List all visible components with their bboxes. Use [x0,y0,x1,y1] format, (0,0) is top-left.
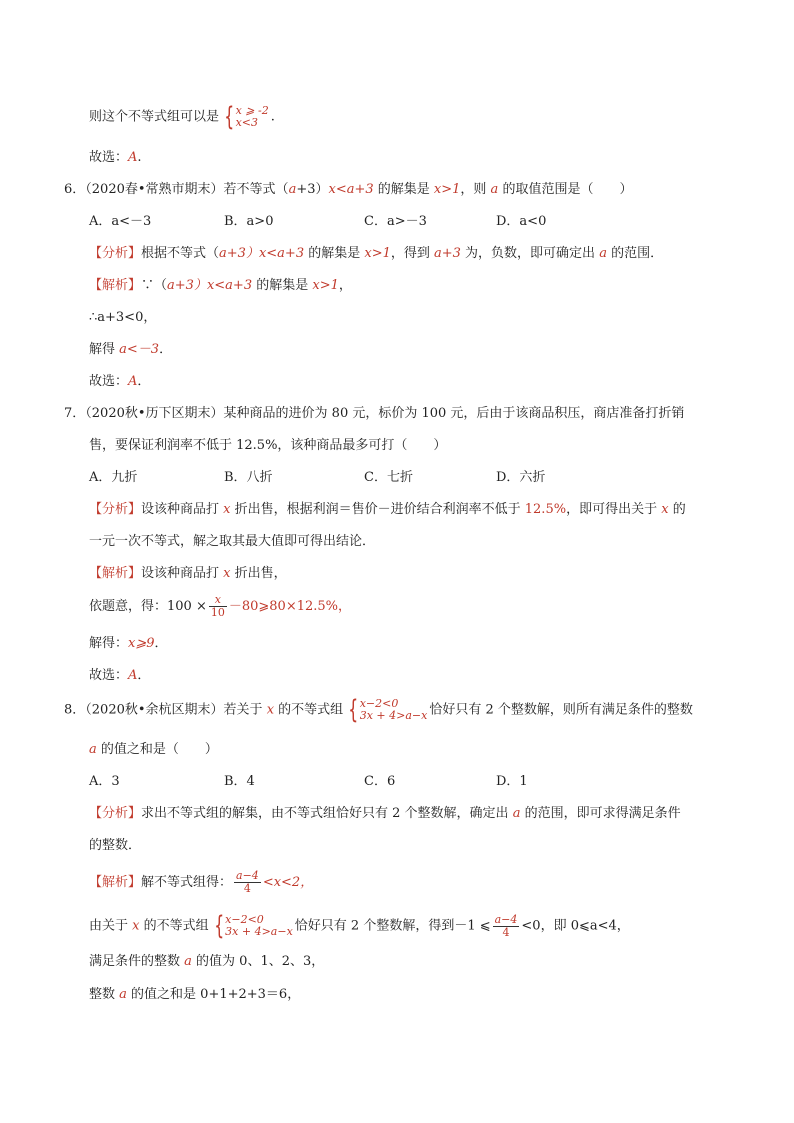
text: 的不等式组 [274,702,344,718]
inequality-system: { x ⩾ -2 x<3 [224,102,269,132]
text: 的值之和是 0+1+2+3＝6， [126,987,301,1002]
math: －80⩾80×12.5%， [228,599,352,614]
system-row: 3x + 4>a−x [359,709,428,722]
math: x [266,702,275,718]
solution-step [89,950,324,969]
question-source: （2020秋•历下区期末） [85,406,224,421]
inequality-system: { x−2<0 3x + 4>a−x [348,695,428,725]
question-number: 6． [64,182,86,197]
analysis-line [89,242,663,261]
system-row: x−2<0 [359,697,399,710]
inequality-system: { x−2<0 3x + 4>a−x [213,911,293,941]
analysis-tag: 【分析】 [89,806,142,821]
text: 由关于 [89,918,133,934]
fraction [234,870,261,895]
text: 某种商品的进价为 80 元，标价为 100 元，后由于该商品积压，商店准备打折销 [223,406,685,421]
option-b: B．a>0 [224,214,274,229]
text: 根据不等式（ [141,246,220,261]
text: ． [137,374,151,389]
question-7-stem-cont: 售，要保证利润率不低于 12.5%，该种商品最多可打（ ） [89,438,447,453]
question-8-stem-cont [89,738,218,757]
math: x [223,566,231,581]
text: 的解集是 [304,246,365,261]
math: a+3）x<a+3 [167,278,253,293]
math: a [599,246,607,261]
option-a: A．a<－3 [89,214,152,229]
fraction [209,594,227,619]
math: a [184,954,192,969]
system-row: x<3 [235,116,258,129]
math: 12.5% [524,502,567,517]
text: 解不等式组得： [141,875,233,890]
text: 求出不等式组的解集，由不等式组恰好只有 2 个整数解，确定出 [141,806,513,821]
text: 恰好只有 2 个整数解，则所有满足条件的整数 [429,702,693,718]
analysis-line [89,802,681,821]
solution-tag: 【解析】 [89,278,142,293]
text: 解得 [89,342,120,357]
text: 的值为 0、1、2、3， [191,954,325,969]
question-source: （2020秋•余杭区期末） [85,702,224,718]
solution-tag: 【解析】 [89,566,142,581]
option-b: B．4 [224,774,255,789]
answer-letter: A [128,668,138,683]
fraction [493,914,520,939]
option-a: A．九折 [89,470,138,485]
option-d: D．六折 [496,470,546,485]
equation-line [89,594,351,619]
text: +3） [296,182,329,197]
math: <x<2， [262,875,314,890]
prev-answer-line [89,146,142,165]
text: 若关于 [223,702,267,718]
text: ，即可得出关于 [566,502,662,517]
option-c: C．a>－3 [364,214,427,229]
prev-conclusion-line [89,104,275,130]
option-d: D．1 [496,774,528,789]
numerator: a−4 [494,912,518,926]
text: 满足条件的整数 [89,954,185,969]
question-number: 7． [64,406,86,421]
solution-step [89,338,172,357]
system-row: x−2<0 [225,913,264,926]
text: . [137,150,142,165]
text: 的 [668,502,686,517]
analysis-line-cont: 的整数． [89,838,142,853]
text: 的解集是 [252,278,313,293]
question-6-stem [64,178,632,197]
math: x>1 [312,278,339,293]
math: x<a+3 [328,182,374,197]
text: 恰好只有 2 个整数解，得到－1 ⩽ [294,918,491,934]
answer-letter: A [128,374,138,389]
denominator: 4 [243,882,251,895]
text: . [270,109,275,125]
math: a [89,742,97,757]
question-source: （2020春•常熟市期末） [85,182,224,197]
text: 折出售，根据利润＝售价－进价结合利润率不低于 [230,502,525,517]
numerator: x [209,594,227,607]
text: 为，负数，即可确定出 [460,246,600,261]
denominator: 4 [502,925,510,939]
text: 依题意，得：100 × [89,599,207,614]
question-8-stem [64,697,693,723]
answer-line [89,370,150,389]
math: x>1 [433,182,461,197]
text: ，得到 [390,246,434,261]
text: 的范围，即可求得满足条件 [520,806,681,821]
text: ，则 [460,182,491,197]
text: 解得： [89,636,129,651]
solution-line [89,913,630,939]
question-7-stem [64,402,684,421]
system-row: x ⩾ -2 [235,104,269,117]
solution-line [89,562,287,581]
system-row: 3x + 4>a−x [225,925,293,938]
math: a [512,806,521,821]
math: x>1 [364,246,391,261]
question-number: 8． [64,702,86,718]
text: ∵（ [141,278,168,293]
option-b: B．八折 [224,470,273,485]
solution-step: ∴a+3<0， [89,310,157,325]
analysis-line-cont: 一元一次不等式，解之取其最大值即可得出结论． [89,534,376,549]
math: x [661,502,669,517]
math: x⩾9 [128,636,155,651]
answer-letter: A [128,150,138,165]
option-d: D．a<0 [496,214,547,229]
solution-step [89,632,168,651]
option-c: C．6 [364,774,396,789]
option-a: A．3 [89,774,120,789]
solution-tag: 【解析】 [89,875,142,890]
text: <0，即 0⩽a<4， [521,918,630,934]
text: 的值之和是（ ） [96,742,218,757]
math: x [132,918,140,934]
text: 则这个不等式组可以是 [89,109,220,125]
text: 故选： [89,374,129,389]
text: 设该种商品打 [141,502,224,517]
math: a [288,182,297,197]
text: ． [159,342,173,357]
text: 故选： [89,150,129,165]
solution-step [89,983,300,1002]
math: x [223,502,231,517]
math: a+3）x<a+3 [219,246,305,261]
option-c: C．七折 [364,470,413,485]
analysis-tag: 【分析】 [89,502,142,517]
answer-line [89,664,150,683]
text: 设该种商品打 [141,566,224,581]
analysis-line [89,498,686,517]
numerator: a−4 [236,869,259,882]
text: 的不等式组 [139,918,209,934]
text: 整数 [89,987,120,1002]
denominator: 10 [210,606,225,619]
text: ． [154,636,168,651]
math: a [490,182,499,197]
math: a+3 [434,246,461,261]
math: a<－3 [119,342,160,357]
text: ． [137,668,151,683]
text: ， [338,278,352,293]
analysis-tag: 【分析】 [89,246,142,261]
text: 故选： [89,668,129,683]
text: 折出售， [230,566,287,581]
solution-line [89,870,313,895]
text: 的取值范围是（ ） [498,182,633,197]
solution-line [89,274,352,293]
math: a [119,987,127,1002]
text: 的范围． [606,246,664,261]
text: 若不等式（ [223,182,289,197]
text: 的解集是 [373,182,434,197]
